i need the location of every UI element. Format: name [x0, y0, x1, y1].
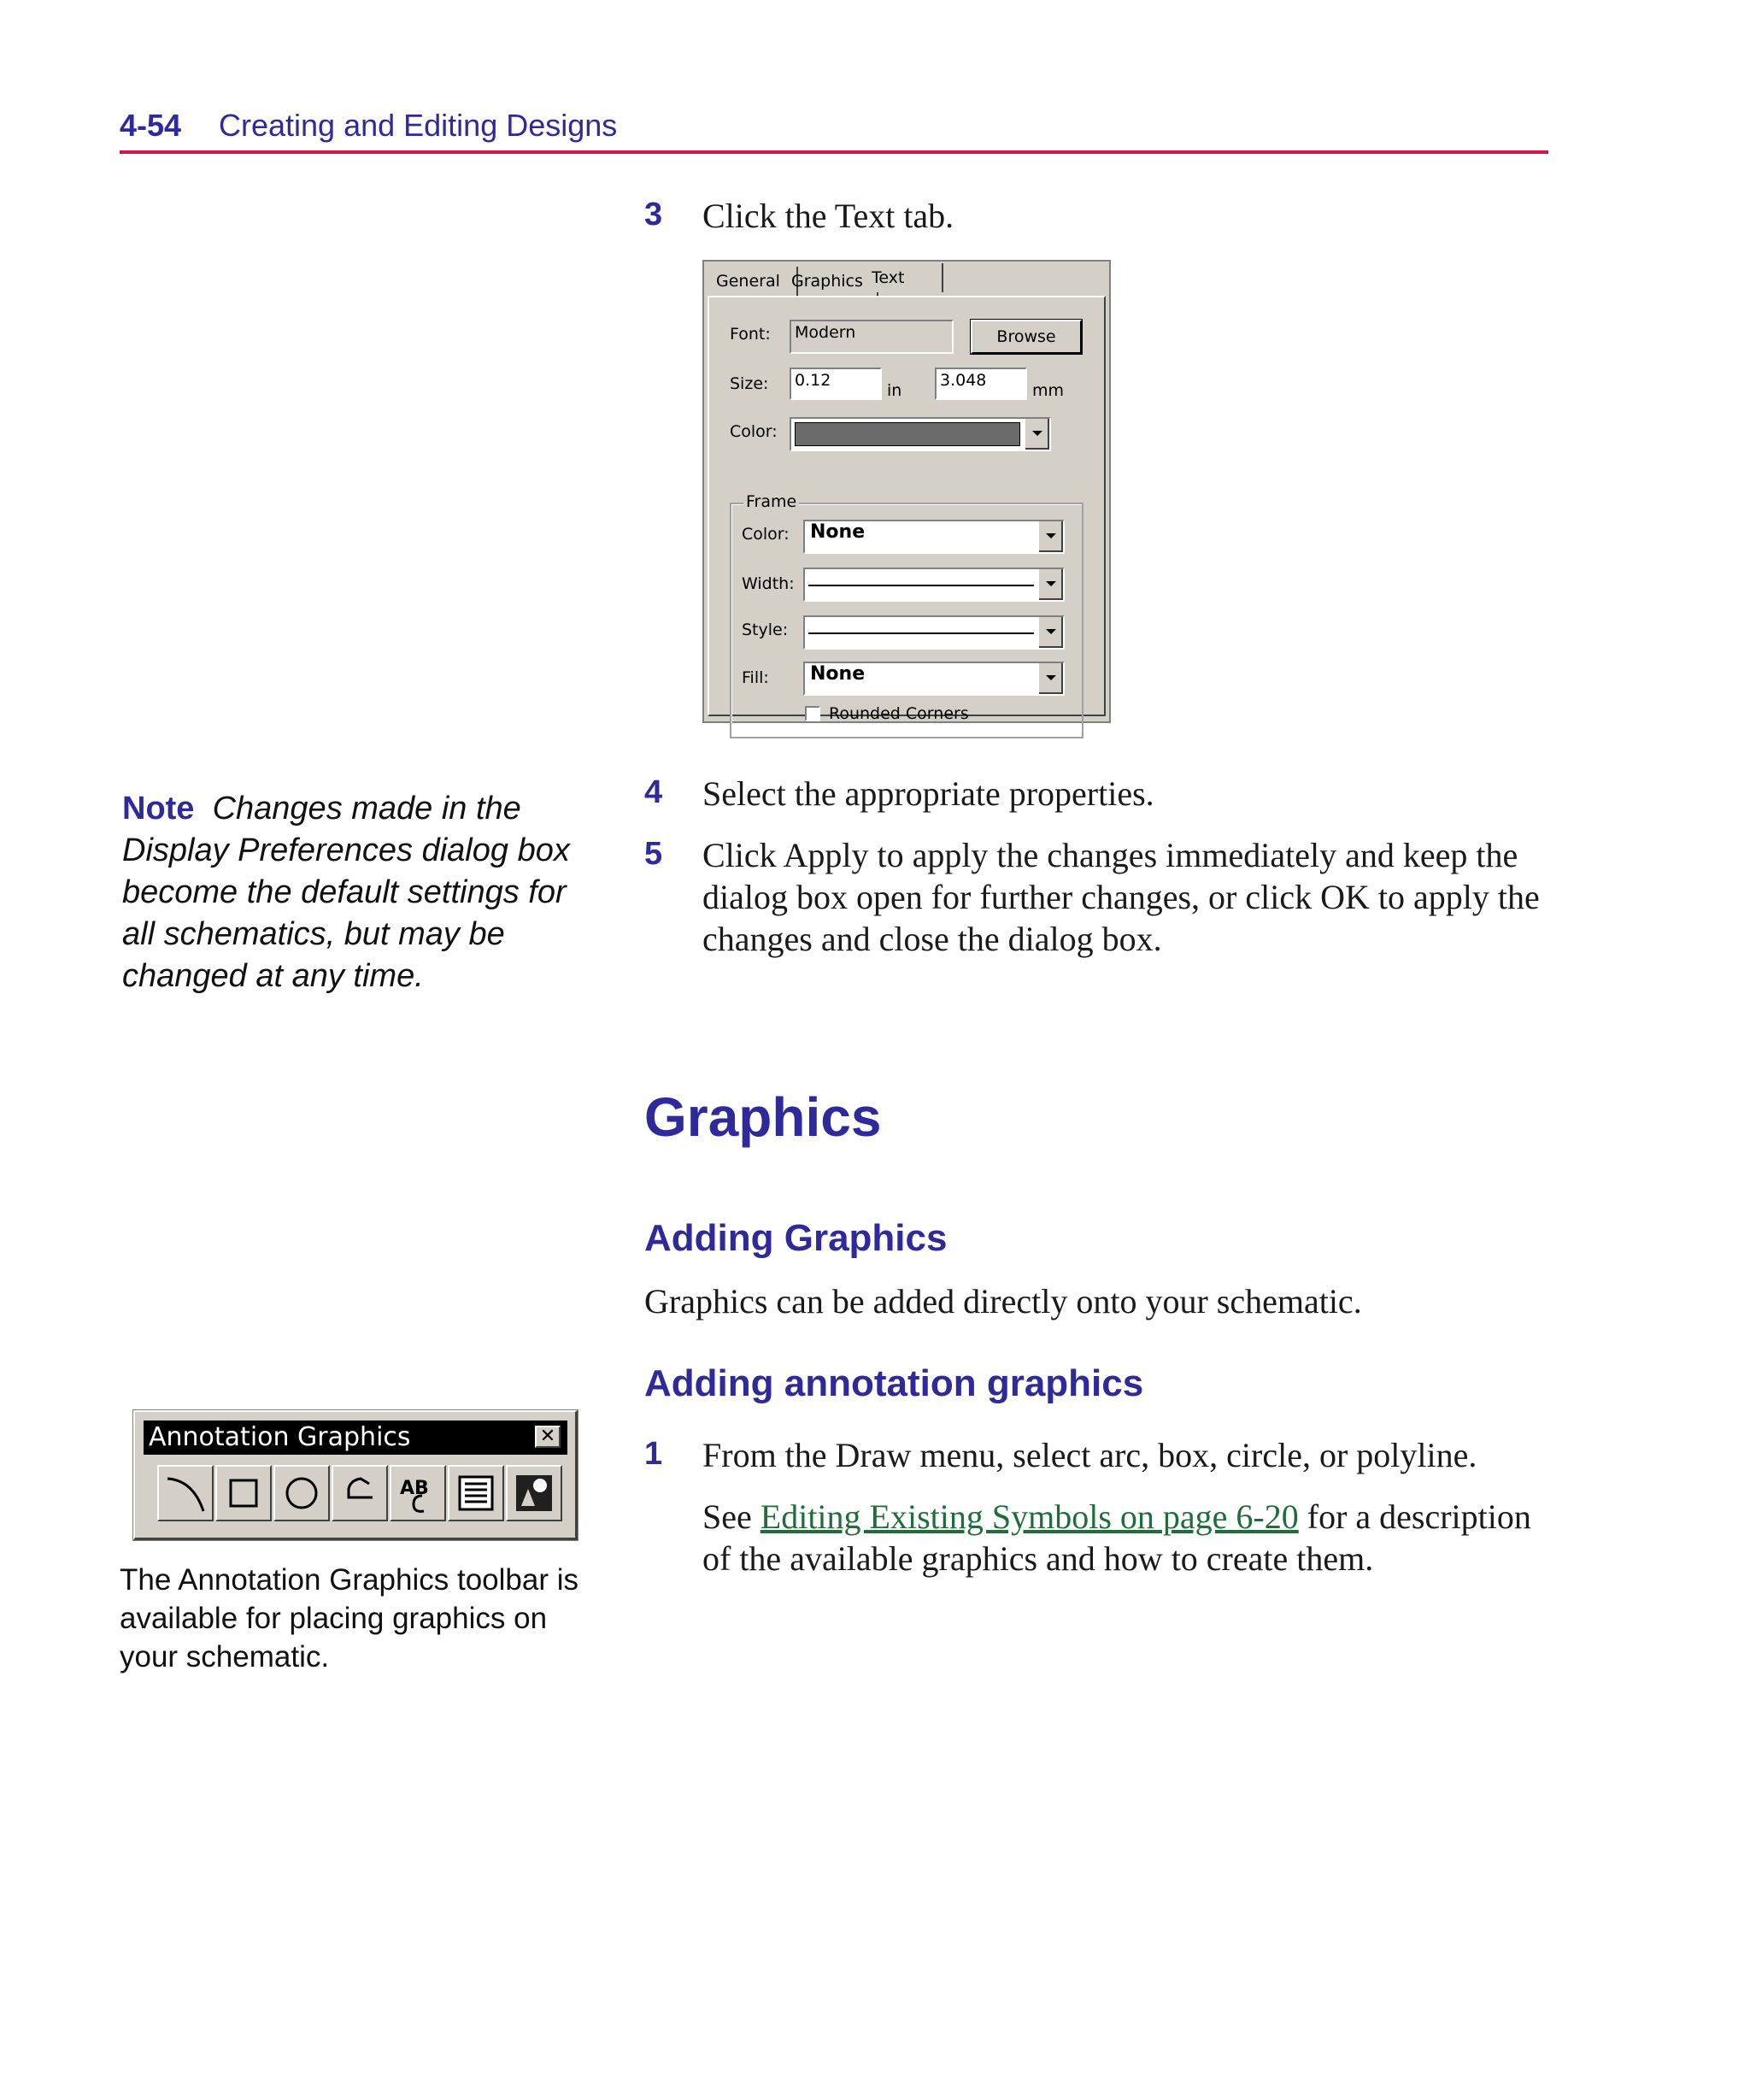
frame-width-select[interactable]: [803, 568, 1065, 602]
image-tool-button[interactable]: [506, 1465, 562, 1521]
polyline-tool-button[interactable]: [332, 1465, 388, 1521]
annotation-graphics-toolbar: [133, 1410, 578, 1540]
cross-reference-link[interactable]: Editing Existing Symbols on page 6-20: [760, 1497, 1299, 1536]
step-number: 3: [644, 197, 663, 232]
tab-text[interactable]: Text: [865, 263, 943, 292]
arc-tool-button[interactable]: [157, 1465, 214, 1521]
dropdown-arrow-icon[interactable]: [1037, 521, 1063, 552]
text-properties-dialog: [702, 260, 1111, 723]
color-label: Color:: [730, 422, 778, 441]
frame-style-select[interactable]: [803, 615, 1065, 650]
text-box-tool-button[interactable]: [448, 1465, 504, 1521]
dropdown-arrow-icon[interactable]: [1037, 617, 1063, 648]
dropdown-arrow-icon[interactable]: [1037, 663, 1063, 694]
text-color-select[interactable]: [790, 417, 1051, 451]
tab-graphics[interactable]: Graphics: [784, 267, 878, 296]
frame-label: Frame: [743, 492, 799, 511]
rounded-corners-checkbox[interactable]: [805, 706, 820, 721]
frame-color-label: Color:: [742, 525, 790, 544]
toolbar-title-bar[interactable]: [144, 1421, 567, 1455]
image-icon: [513, 1472, 555, 1515]
see-prefix: See: [702, 1497, 752, 1536]
size-label: Size:: [730, 374, 769, 393]
box-icon: [222, 1472, 265, 1515]
step-number: 1: [644, 1436, 663, 1472]
note-label: Note: [122, 791, 195, 826]
font-field[interactable]: Modern: [790, 320, 954, 354]
step-text: Click the Text tab.: [702, 197, 954, 235]
mm-unit: mm: [1032, 381, 1065, 400]
polyline-icon: [338, 1472, 381, 1515]
frame-color-value: None: [810, 521, 866, 543]
chapter-title: Creating and Editing Designs: [219, 108, 618, 143]
arc-icon: [164, 1472, 207, 1515]
note-text: Changes made in the Display Preferences dialog box become the default settings for all schematics, but may be changed at any time.: [122, 791, 570, 994]
paragraph: Graphics can be added directly onto your schematic.: [644, 1282, 1362, 1321]
frame-color-select[interactable]: [803, 520, 1065, 554]
size-inches-input[interactable]: 0.12: [790, 368, 882, 400]
text-tool-button[interactable]: [390, 1465, 446, 1521]
font-label: Font:: [730, 325, 771, 344]
fill-label: Fill:: [742, 668, 769, 687]
text-box-icon: [455, 1472, 497, 1515]
dropdown-arrow-icon[interactable]: [1037, 569, 1063, 600]
text-tab-panel: [708, 296, 1106, 723]
toolbar-title: Annotation Graphics: [149, 1422, 411, 1452]
dropdown-arrow-icon[interactable]: [1024, 419, 1049, 450]
toolbar-caption: The Annotation Graphics toolbar is available for placing graphics on your schematic.: [120, 1563, 578, 1674]
size-mm-input[interactable]: 3.048: [935, 368, 1027, 400]
fill-select[interactable]: [803, 662, 1065, 696]
browse-button[interactable]: Browse: [971, 320, 1082, 354]
circle-tool-button[interactable]: [273, 1465, 330, 1521]
see-also-paragraph: [702, 1496, 1548, 1579]
text-icon-label: AB: [400, 1478, 429, 1499]
step-text: Select the appropriate properties.: [702, 774, 1154, 813]
tab-general[interactable]: General: [709, 267, 798, 296]
line-sample: [808, 585, 1034, 586]
step-number: 5: [644, 836, 663, 872]
step-text: Click Apply to apply the changes immediately and keep the dialog box open for further changes, or click OK to apply the changes and close the dialog box.: [702, 836, 1540, 958]
subheading-adding-graphics: Adding Graphics: [644, 1217, 948, 1259]
line-sample: [808, 632, 1034, 634]
header-rule: [120, 150, 1548, 154]
fill-value: None: [810, 663, 866, 685]
inches-unit: in: [887, 381, 902, 400]
side-note: [122, 788, 584, 997]
box-tool-button[interactable]: [215, 1465, 272, 1521]
close-icon[interactable]: ✕: [535, 1426, 561, 1448]
step-text: From the Draw menu, select arc, box, circle, or polyline.: [702, 1436, 1477, 1474]
page-number: 4-54: [120, 108, 182, 143]
subheading-annotation-graphics: Adding annotation graphics: [644, 1362, 1144, 1404]
circle-icon: [280, 1472, 323, 1515]
step-number: 4: [644, 774, 663, 810]
style-label: Style:: [742, 621, 789, 639]
color-swatch: [795, 422, 1020, 446]
text-icon: [396, 1472, 439, 1515]
rounded-corners-label: Rounded Corners: [829, 704, 969, 723]
see-suffix: for a description of the available graphics and how to create them.: [702, 1497, 1531, 1578]
width-label: Width:: [742, 574, 795, 593]
section-heading: Graphics: [644, 1086, 882, 1148]
